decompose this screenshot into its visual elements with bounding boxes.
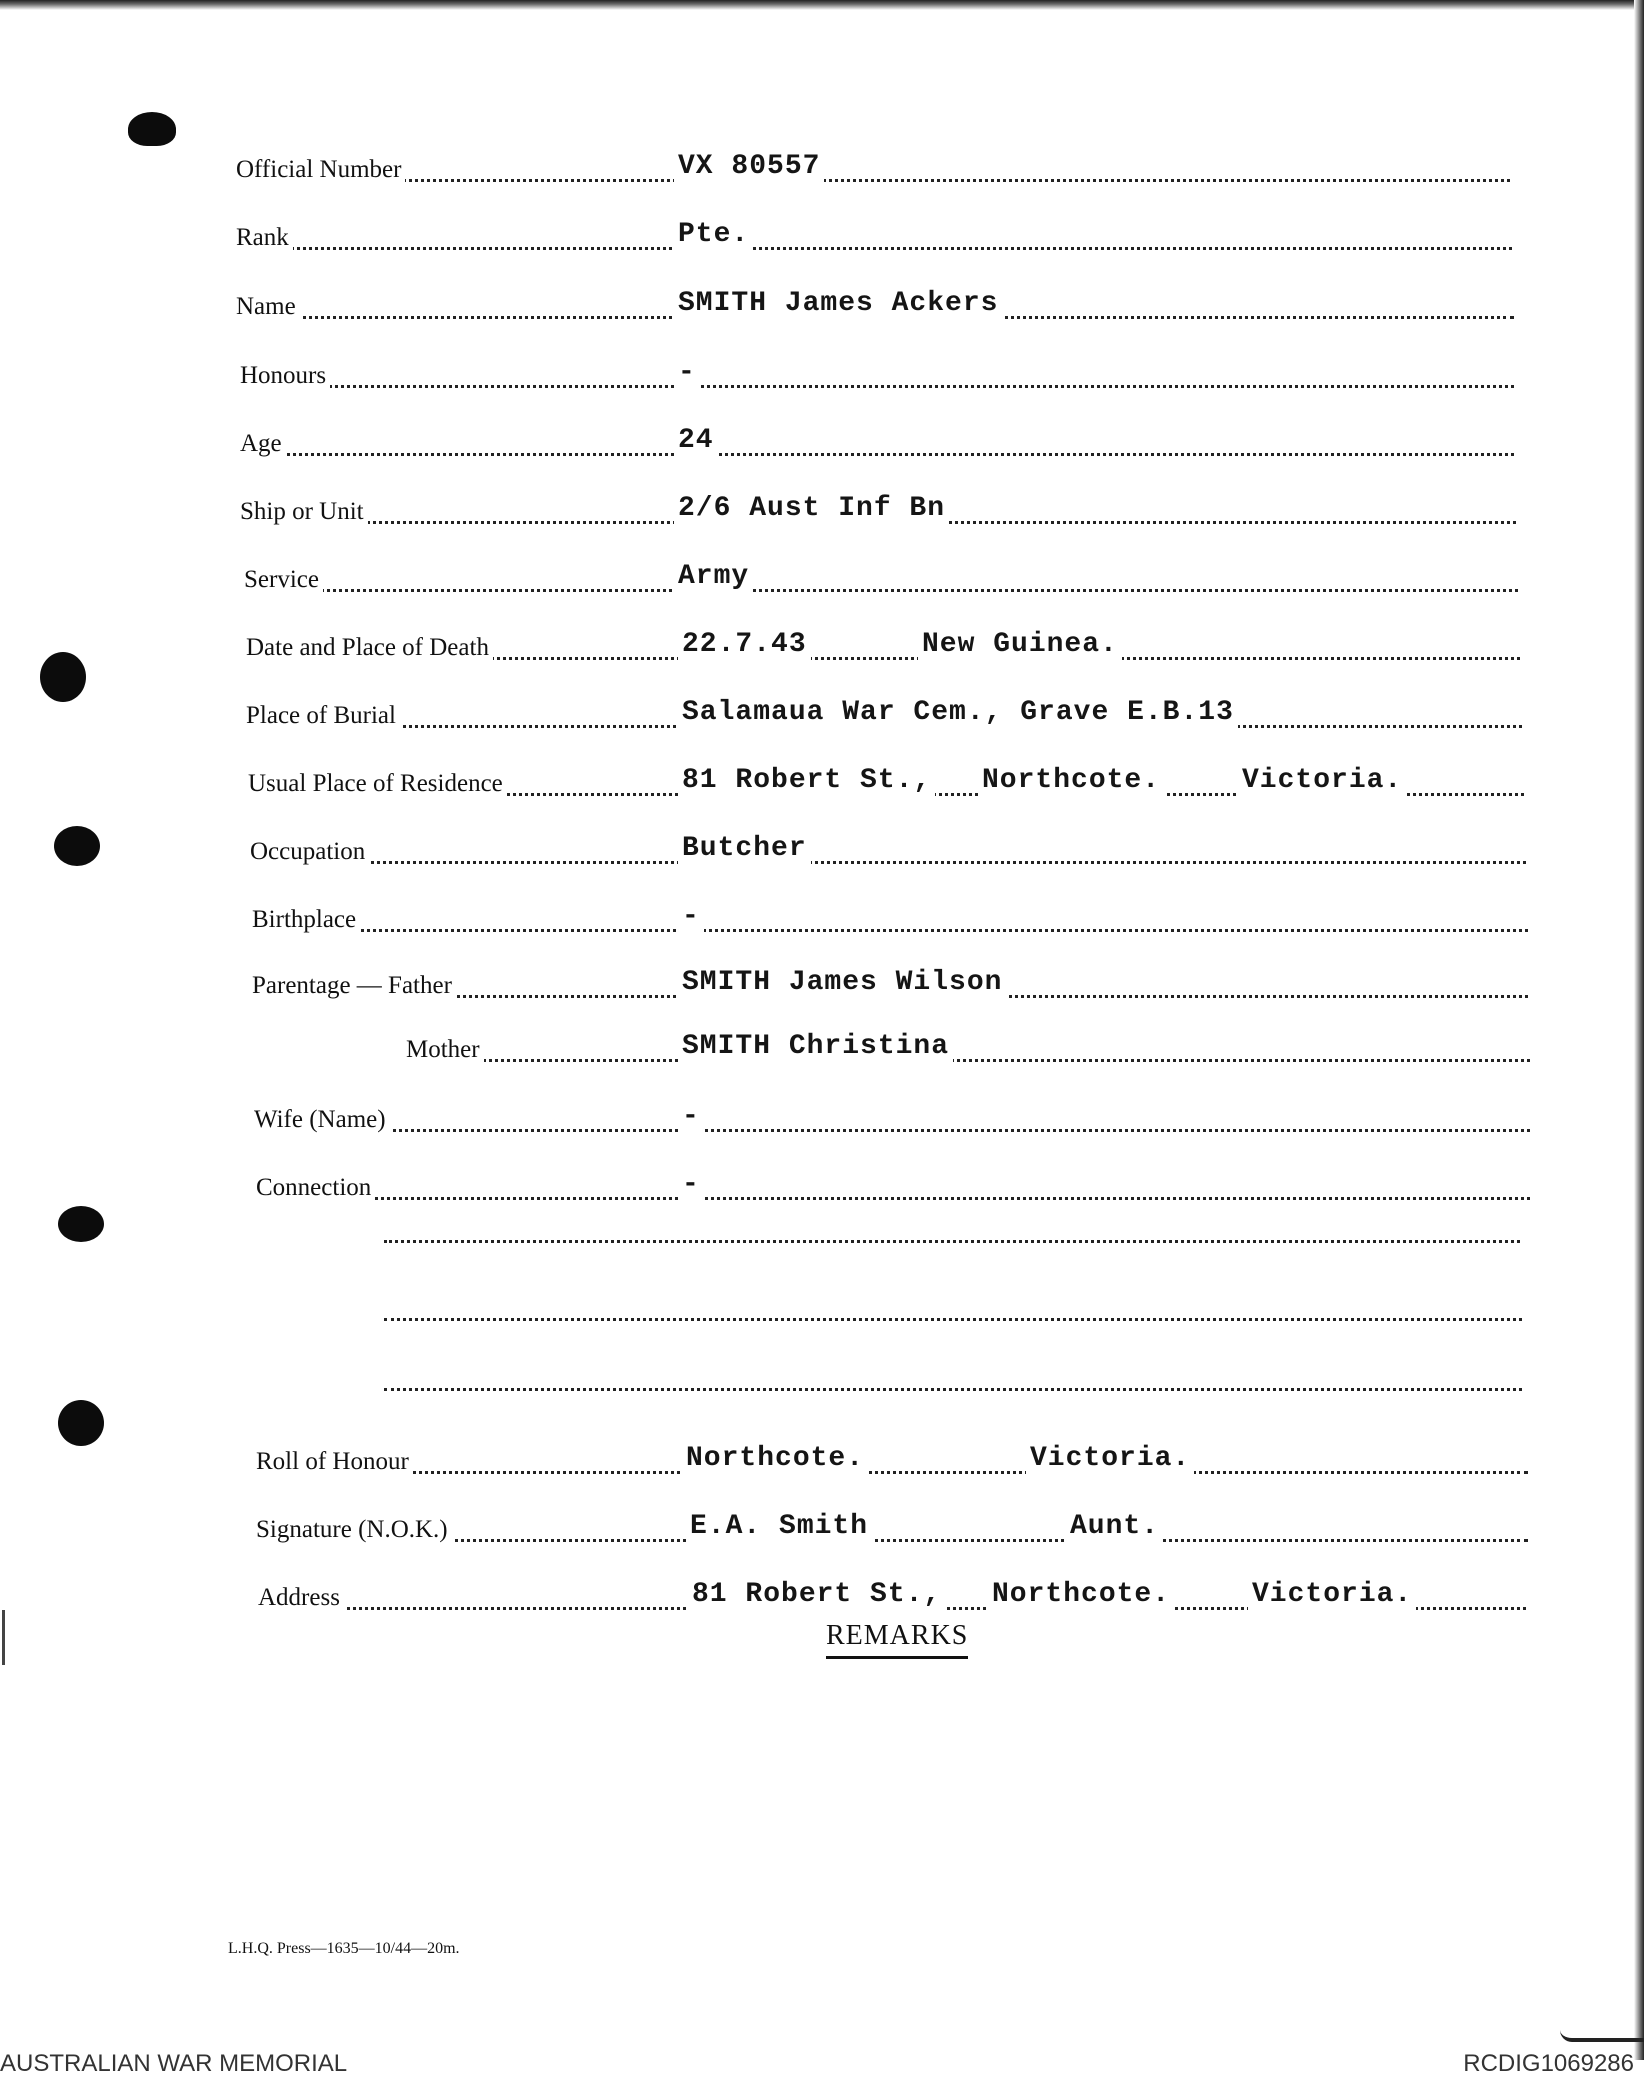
- dotted-leader: [406, 1059, 1530, 1062]
- value-honours: -: [674, 357, 700, 388]
- dotted-leader: [236, 179, 1510, 182]
- value-mother: SMITH Christina: [678, 1031, 953, 1062]
- blank-dotted-line: [384, 1314, 1522, 1321]
- label-ship-or-unit: Ship or Unit: [240, 498, 368, 526]
- scan-page-curl: [1560, 2030, 1644, 2042]
- label-occupation: Occupation: [250, 838, 369, 866]
- label-official-number: Official Number: [236, 156, 405, 184]
- value-roll-state: Victoria.: [1026, 1443, 1194, 1474]
- dotted-leader: [254, 1129, 1530, 1132]
- label-connection: Connection: [256, 1174, 375, 1202]
- label-roll-of-honour: Roll of Honour: [256, 1448, 413, 1476]
- value-address-state: Victoria.: [1248, 1579, 1416, 1610]
- field-wife: [254, 1098, 1530, 1138]
- value-name: SMITH James Ackers: [674, 288, 1002, 319]
- label-address: Address: [258, 1584, 344, 1612]
- field-official-number: [236, 148, 1510, 188]
- dotted-leader: [256, 1197, 1530, 1200]
- value-age: 24: [674, 425, 718, 456]
- value-connection: -: [678, 1169, 704, 1200]
- dotted-leader: [240, 385, 1514, 388]
- label-honours: Honours: [240, 362, 330, 390]
- field-address: [258, 1576, 1526, 1616]
- field-place-of-burial: [246, 694, 1522, 734]
- blank-dotted-line: [384, 1384, 1522, 1391]
- value-ship-or-unit: 2/6 Aust Inf Bn: [674, 493, 949, 524]
- value-wife: -: [678, 1101, 704, 1132]
- value-occupation: Butcher: [678, 833, 811, 864]
- field-connection: [256, 1166, 1530, 1206]
- field-name: [236, 285, 1514, 325]
- field-ship-or-unit: [240, 490, 1516, 530]
- value-roll-place: Northcote.: [682, 1443, 868, 1474]
- punch-hole: [54, 826, 100, 866]
- value-rank: Pte.: [674, 219, 753, 250]
- scan-margin-mark: [2, 1610, 5, 1665]
- punch-hole: [40, 652, 86, 702]
- label-usual-residence: Usual Place of Residence: [248, 770, 507, 798]
- field-mother: [406, 1028, 1530, 1068]
- dotted-leader: [252, 929, 1528, 932]
- label-birthplace: Birthplace: [252, 906, 360, 934]
- value-residence-suburb: Northcote.: [978, 765, 1164, 796]
- dotted-leader: [244, 589, 1518, 592]
- field-date-place-death: [246, 626, 1520, 666]
- field-age: [240, 422, 1514, 462]
- field-birthplace: [252, 898, 1528, 938]
- value-death-date: 22.7.43: [678, 629, 811, 660]
- label-name: Name: [236, 293, 300, 321]
- dotted-leader: [256, 1471, 1528, 1474]
- value-residence-street: 81 Robert St.,: [678, 765, 935, 796]
- label-service: Service: [244, 566, 323, 594]
- value-death-place: New Guinea.: [918, 629, 1122, 660]
- label-age: Age: [240, 430, 286, 458]
- field-signature: [256, 1508, 1528, 1548]
- label-mother: Mother: [406, 1036, 484, 1064]
- label-wife: Wife (Name): [254, 1106, 390, 1134]
- value-place-of-burial: Salamaua War Cem., Grave E.B.13: [678, 697, 1238, 728]
- field-occupation: [250, 830, 1526, 870]
- field-service: [244, 558, 1518, 598]
- value-service: Army: [674, 561, 753, 592]
- label-place-of-burial: Place of Burial: [246, 702, 400, 730]
- value-official-number: VX 80557: [674, 151, 824, 182]
- field-honours: [240, 354, 1514, 394]
- scan-right-edge: [1634, 0, 1644, 2060]
- dotted-leader: [236, 247, 1512, 250]
- archive-credit: AUSTRALIAN WAR MEMORIAL: [0, 2050, 348, 2077]
- value-father: SMITH James Wilson: [678, 967, 1006, 998]
- field-roll-of-honour: [256, 1440, 1528, 1480]
- value-address-suburb: Northcote.: [988, 1579, 1174, 1610]
- printer-imprint: L.H.Q. Press—1635—10/44—20m.: [228, 1940, 460, 1957]
- value-signature-name: E.A. Smith: [686, 1511, 872, 1542]
- punch-hole: [58, 1400, 104, 1446]
- dotted-leader: [250, 861, 1526, 864]
- record-id: RCDIG1069286: [1463, 2050, 1634, 2077]
- value-birthplace: -: [678, 901, 704, 932]
- label-rank: Rank: [236, 224, 293, 252]
- dotted-leader: [240, 453, 1514, 456]
- label-father: Parentage — Father: [252, 972, 456, 1000]
- value-address-street: 81 Robert St.,: [688, 1579, 945, 1610]
- value-signature-relation: Aunt.: [1066, 1511, 1163, 1542]
- value-residence-state: Victoria.: [1238, 765, 1406, 796]
- blank-dotted-line: [384, 1236, 1520, 1243]
- punch-hole: [128, 112, 176, 146]
- punch-hole: [58, 1206, 104, 1242]
- field-rank: [236, 216, 1512, 256]
- remarks-heading: REMARKS: [826, 1620, 968, 1659]
- label-signature: Signature (N.O.K.): [256, 1516, 452, 1544]
- scan-top-edge: [0, 0, 1644, 10]
- field-usual-residence: [248, 762, 1524, 802]
- label-date-place-death: Date and Place of Death: [246, 634, 493, 662]
- field-father: [252, 964, 1528, 1004]
